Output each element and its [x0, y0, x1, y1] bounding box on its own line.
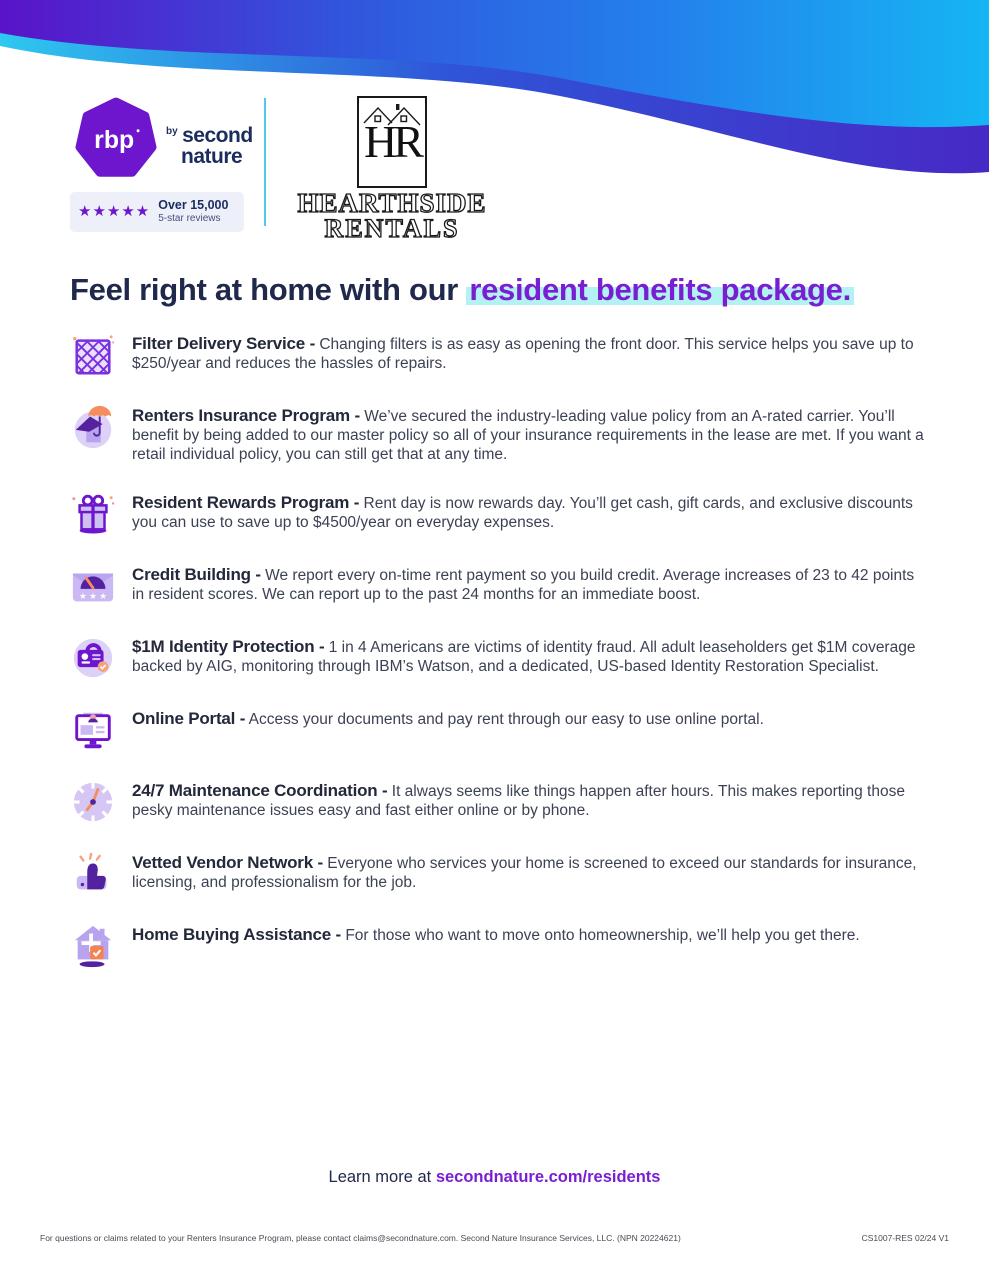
reviews-badge: [70, 192, 244, 232]
list-item-resident-rewards: [70, 491, 926, 537]
learn-more-line: [0, 1168, 989, 1187]
item-title: Resident Rewards Program -: [132, 492, 360, 512]
five-stars-icon: ★★★★★: [78, 203, 151, 221]
reviews-caption: 5-star reviews: [158, 212, 221, 224]
svg-text:rbp: rbp: [94, 127, 135, 155]
item-title: Online Portal -: [132, 708, 246, 728]
item-description: We’ve secured the industry-leading value policy from an A-rated carrier. You’ll benefit by being added to our master policy so all of your insurance requirements in the lease are met. If you want a retail individual policy, you can still get that at any time.: [132, 408, 924, 463]
item-description: 1 in 4 Americans are victims of identity fraud. All adult leaseholders get $1M coverage backed by AIG, monitoring through IBM’s Watson, and a dedicated, US-based Identity Restoration Specialist.: [132, 638, 916, 675]
rbp-hexagon-icon: [70, 96, 162, 182]
list-item-maintenance: [70, 779, 926, 825]
list-item-credit-building: [70, 563, 926, 609]
benefits-list: [70, 332, 926, 969]
item-title: Credit Building -: [132, 564, 261, 584]
item-description: Rent day is now rewards day. You’ll get cash, gift cards, and exclusive discounts you can use to save up to $4500/year on everyday expenses.: [132, 494, 913, 531]
rbp-logo: [70, 96, 260, 232]
item-description: Everyone who services your home is screened to exceed our standards for insurance, licensing, and professionalism for the job.: [132, 854, 917, 891]
doc-code: CS1007-RES 02/24 V1: [861, 1233, 949, 1243]
partner-name-line1: HEARTHSIDE: [297, 188, 487, 218]
item-description: We report every on-time rent payment so you build credit. Average increases of 23 to 42 points in resident scores. We can report up to the past 24 months for an immediate boost.: [132, 566, 915, 603]
monitor-icon: [70, 707, 116, 753]
thumbs-up-icon: [70, 851, 116, 897]
umbrella-house-icon: [70, 404, 116, 450]
item-title: Filter Delivery Service -: [132, 334, 316, 353]
by-label: by: [166, 125, 178, 137]
hearthside-rentals-logo: [292, 96, 492, 241]
item-title: Home Buying Assistance -: [132, 924, 342, 944]
reviews-count: Over 15,000: [158, 198, 229, 212]
credit-gauge-icon: [70, 563, 116, 609]
item-description: For those who want to move onto homeownership, we’ll help you get there.: [345, 926, 860, 944]
logo-row: [70, 96, 492, 241]
learn-more-link[interactable]: secondnature.com/residents: [435, 1168, 661, 1186]
list-item-home-buying: [70, 923, 926, 969]
learn-more-prefix: Learn more at: [328, 1168, 436, 1186]
item-title: $1M Identity Protection -: [132, 636, 325, 656]
list-item-vendor-network: [70, 851, 926, 897]
item-title: 24/7 Maintenance Coordination -: [132, 780, 388, 800]
brand-line2: nature: [181, 144, 243, 168]
headline-highlight: resident benefits package.: [466, 272, 854, 307]
item-description: Access your documents and pay rent through our easy to use online portal.: [248, 710, 764, 728]
brand-line1: second: [182, 123, 253, 147]
id-lock-icon: [70, 635, 116, 681]
filter-icon: [70, 332, 116, 378]
list-item-renters-insurance: [70, 404, 926, 465]
item-title: Renters Insurance Program -: [132, 406, 360, 425]
partner-name-line2: RENTALS: [324, 213, 460, 243]
legal-text: For questions or claims related to your Renters Insurance Program, please contact claims@secondnature.com. Second Nature Insurance Services, LLC. (NPN 20224621): [40, 1233, 681, 1243]
page-title: [70, 272, 940, 308]
hr-monogram: HR: [364, 116, 420, 167]
list-item-identity-protection: [70, 635, 926, 681]
clock-icon: [70, 779, 116, 825]
gift-icon: [70, 491, 116, 537]
logo-divider: [264, 98, 266, 226]
list-item-filter-delivery: [70, 332, 926, 378]
item-description: It always seems like things happen after hours. This makes reporting those pesky maintenance issues easy and fast either online or by phone.: [132, 782, 905, 819]
second-nature-wordmark: [166, 123, 253, 168]
hr-monogram-box: [357, 96, 427, 188]
headline-prefix: Feel right at home with our: [70, 272, 467, 307]
item-description: Changing filters is as easy as opening the front door. This service helps you save up to $250/year and reduces the hassles of repairs.: [132, 336, 914, 372]
list-item-online-portal: [70, 707, 926, 753]
item-title: Vetted Vendor Network -: [132, 852, 323, 872]
home-check-icon: [70, 923, 116, 969]
svg-text:★ ★ ★: ★ ★ ★: [79, 590, 107, 601]
